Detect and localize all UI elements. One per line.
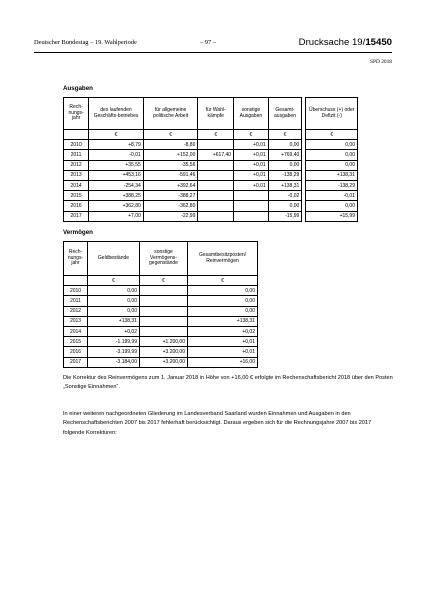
col-header-operations: des laufenden Geschäfts-betriebes [89,98,144,130]
currency-cell: € [88,276,140,286]
year-cell: 2016 [64,201,89,211]
value-cell: +0,01 [234,160,269,170]
value-cell [140,316,188,326]
value-cell: -0,02 [268,191,302,201]
value-cell: +0,01 [234,170,269,180]
value-cell: +3.200,00 [140,357,188,367]
table-row [64,191,358,201]
table-row [64,316,258,326]
table-row [64,211,358,221]
value-cell: -0,01 [306,191,358,201]
col-header-year: Rech-nungs-jahr [64,98,89,130]
value-cell: +0,01 [234,180,269,190]
table-row [64,326,258,336]
value-cell: -8,80 [143,140,198,150]
currency-cell: € [89,130,144,140]
value-cell: -3.199,99 [88,347,140,357]
year-cell: 2015 [64,337,88,347]
value-cell: -35,56 [143,160,198,170]
value-cell: 0,00 [88,286,140,296]
ausgaben-title: Ausgaben [63,85,93,92]
year-cell: 2016 [64,347,88,357]
value-cell: 0,00 [306,150,358,160]
year-cell: 2015 [64,191,89,201]
year-cell: 2014 [64,326,88,336]
ausgaben-currency-row [64,130,358,140]
value-cell: 0,00 [268,140,302,150]
currency-cell: € [143,130,198,140]
value-cell: -3.184,00 [88,357,140,367]
year-cell: 2010 [64,140,89,150]
value-cell: +1.200,00 [140,337,188,347]
value-cell [140,306,188,316]
value-cell: +138,31 [88,316,140,326]
col-header-other-assets: sonstige Vermögens-gegenstände [140,242,188,276]
table-row [64,150,358,160]
value-cell: -22,99 [143,211,198,221]
ausgaben-table [63,97,358,222]
value-cell: -15,99 [268,211,302,221]
year-cell: 2013 [64,170,89,180]
party-label: SPD 2018 [369,59,392,65]
currency-cell: € [268,130,302,140]
table-row [64,296,258,306]
value-cell: +0,02 [188,326,258,336]
value-cell: +138,31 [268,180,302,190]
vermoegen-title: Vermögen [63,229,93,236]
ausgaben-header-row [64,98,358,130]
table-row [64,160,358,170]
value-cell [140,326,188,336]
value-cell: 0,00 [268,201,302,211]
vermoegen-header-row [64,242,258,276]
col-header-cash: Geldbestände [88,242,140,276]
table-row [64,201,358,211]
value-cell: -1.199,99 [88,337,140,347]
value-cell: 0,00 [306,201,358,211]
year-cell: 2017 [64,211,89,221]
value-cell: -362,80 [143,201,198,211]
page-header [34,37,392,51]
table-row [64,337,258,347]
value-cell [140,296,188,306]
col-header-year: Rech-nungs-jahr [64,242,88,276]
value-cell: +392,64 [143,180,198,190]
value-cell: +362,80 [89,201,144,211]
currency-cell: € [140,276,188,286]
year-cell: 2011 [64,150,89,160]
value-cell: -254,34 [89,180,144,190]
value-cell: +453,16 [89,170,144,180]
value-cell: 0,00 [188,286,258,296]
value-cell [234,191,269,201]
page-number: – 97 – [200,39,216,46]
year-cell: 2010 [64,286,88,296]
value-cell: -591,46 [143,170,198,180]
value-cell: +138,31 [188,316,258,326]
table-row [64,347,258,357]
value-cell: +0,01 [188,347,258,357]
value-cell: +0,01 [234,140,269,150]
col-header-total: Gesamt-ausgaben [268,98,302,130]
vermoegen-currency-row [64,276,258,286]
table-row [64,140,358,150]
table-row [64,306,258,316]
value-cell: -138,29 [306,180,358,190]
value-cell: +138,31 [306,170,358,180]
year-cell: 2012 [64,160,89,170]
currency-cell: € [198,130,234,140]
value-cell: 0,00 [306,160,358,170]
year-cell: 2014 [64,180,89,190]
value-cell: 0,00 [268,160,302,170]
value-cell: +3.200,00 [140,347,188,357]
value-cell: 0,00 [306,140,358,150]
value-cell: 0,00 [188,296,258,306]
col-header-campaigns: für Wahl-kämpfe [198,98,234,130]
paragraph-correction: Die Korrektur des Reinvermögens zum 1. Januar 2018 in Höhe von +16,00 € erfolgte im Rechenschaftsbericht 2018 über den Posten „Sonstige Einnahmen“. [63,375,393,391]
col-header-surplus: Überschuss (+) oder Defizit (-) [306,98,358,130]
year-cell: 2013 [64,316,88,326]
document-number [299,37,392,48]
value-cell: 0,00 [88,306,140,316]
value-cell: 0,00 [88,296,140,306]
col-header-other: sonstige Ausgaben [234,98,269,130]
table-row [64,286,258,296]
value-cell [198,201,234,211]
table-row [64,170,358,180]
currency-cell: € [188,276,258,286]
value-cell: +769,40 [268,150,302,160]
currency-cell [64,130,89,140]
value-cell [198,170,234,180]
col-header-net-assets: Gesamtbesitzposten/ Reinvermögen [188,242,258,276]
value-cell: +7,00 [89,211,144,221]
document-id: 15450 [365,37,392,48]
table-row [64,180,358,190]
value-cell: +617,40 [198,150,234,160]
value-cell: +0,01 [188,337,258,347]
value-cell: +0,02 [88,326,140,336]
table-row [64,357,258,367]
value-cell: -138,29 [268,170,302,180]
currency-cell [64,276,88,286]
paragraph-saarland: In einer weiteren nachgeordneten Gliederung im Landesverband Saarland wurden Einnahmen und Ausgaben in den Rechenschaftsberichten 2007 bis 2017 fehlerhaft berücksichtigt. Daraus ergeben sich für die Rechnungsjahre 2007 bis 2017 folgende Korrekturen: [63,411,372,436]
document-label: Drucksache 19/ [298,37,366,48]
value-cell [140,286,188,296]
value-cell [234,201,269,211]
value-cell [198,211,234,221]
value-cell [198,140,234,150]
value-cell [234,211,269,221]
col-header-political-work: für allgemeine politische Arbeit [143,98,198,130]
value-cell: 0,00 [188,306,258,316]
value-cell: +16,00 [188,357,258,367]
value-cell [198,191,234,201]
year-cell: 2012 [64,306,88,316]
value-cell: +35,55 [89,160,144,170]
value-cell [198,180,234,190]
currency-cell: € [306,130,358,140]
value-cell: -388,27 [143,191,198,201]
currency-cell: € [234,130,269,140]
value-cell: +8,79 [89,140,144,150]
header-rule [34,52,392,53]
value-cell: +15,99 [306,211,358,221]
year-cell: 2011 [64,296,88,306]
year-cell: 2017 [64,357,88,367]
value-cell: +152,00 [143,150,198,160]
header-title: Deutscher Bundestag – 19. Wahlperiode [34,39,137,46]
value-cell: -0,01 [89,150,144,160]
vermoegen-table [63,241,258,368]
value-cell: +388,25 [89,191,144,201]
value-cell [198,160,234,170]
value-cell: +0,01 [234,150,269,160]
